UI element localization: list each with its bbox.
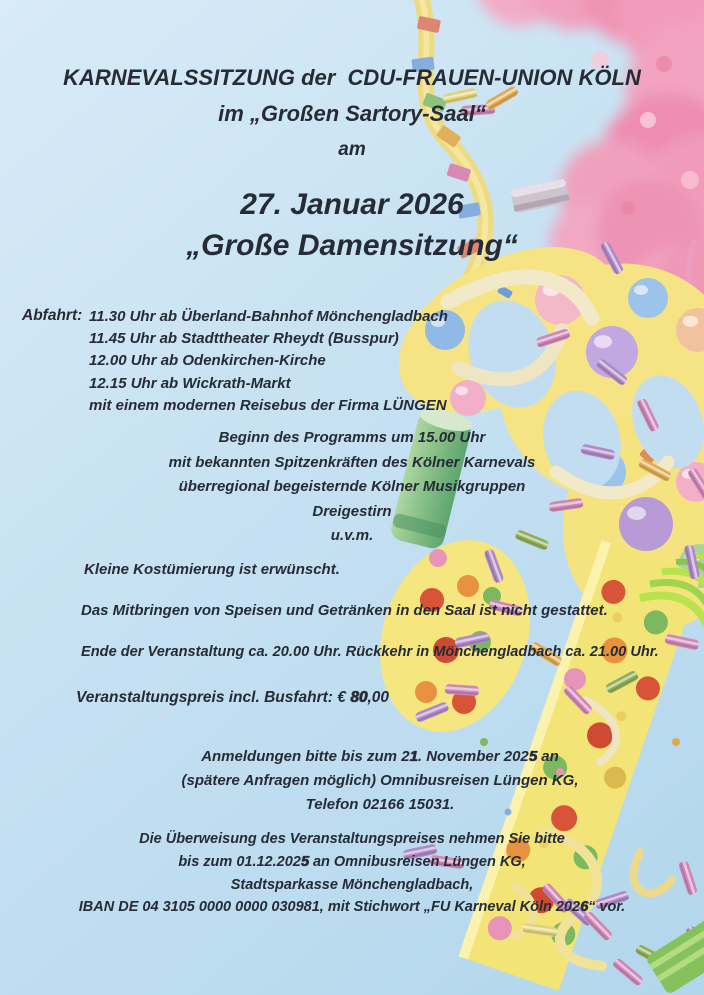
title-line-am: am bbox=[338, 139, 366, 160]
event-date-block bbox=[0, 184, 704, 266]
departure-label: Abfahrt: bbox=[22, 307, 83, 324]
program-line: u.v.m. bbox=[330, 527, 374, 545]
payment-line-4: IBAN DE 04 3105 0000 0000 030981, mit Stichwort „FU Karneval Köln 2026“ vor. bbox=[78, 899, 626, 916]
green-corner-piece-image bbox=[645, 916, 704, 995]
registration-block bbox=[56, 745, 704, 817]
departure-stop: 11.45 Uhr ab Stadttheater Rheydt (Busspur) bbox=[89, 330, 399, 348]
registration-line-3: Telefon 02166 15031. bbox=[305, 796, 455, 813]
departure-stops bbox=[89, 306, 448, 417]
note-costume: Kleine Kostümierung ist erwünscht. bbox=[84, 561, 340, 578]
price-amount: 80 bbox=[350, 689, 368, 706]
program-line: Beginn des Programms um 15.00 Uhr bbox=[218, 429, 486, 446]
program-line: mit bekannten Spitzenkräften des Kölner Karnevals bbox=[168, 453, 536, 471]
note-food: Das Mitbringen von Speisen und Getränken in den Saal ist nicht gestattet. bbox=[81, 602, 608, 619]
title-line-2: im „Großen Sartory-Saal“ bbox=[218, 101, 486, 126]
departure-stop: 12.15 Uhr ab Wickrath-Markt bbox=[89, 374, 291, 392]
polka-streamer-small-image bbox=[356, 521, 554, 752]
price-line bbox=[76, 688, 389, 707]
event-name: „Große Damensitzung“ bbox=[186, 229, 518, 262]
price-suffix: ,00 bbox=[367, 689, 389, 706]
program-block bbox=[0, 426, 704, 549]
departure-stop: 12.00 Uhr ab Odenkirchen-Kirche bbox=[89, 352, 326, 370]
price-prefix: Veranstaltungspreis incl. Busfahrt: € bbox=[76, 689, 351, 706]
payment-line-3: Stadtsparkasse Mönchengladbach, bbox=[230, 876, 474, 893]
flyer-title bbox=[0, 60, 704, 168]
program-line: überregional begeisternde Kölner Musikgruppen bbox=[178, 478, 526, 496]
event-date: 27. Januar 2026 bbox=[240, 188, 464, 221]
payment-line-1: Die Überweisung des Veranstaltungspreises nehmen Sie bitte bbox=[139, 831, 565, 847]
registration-line-1: Anmeldungen bitte bis zum 21. November 2025 an bbox=[201, 748, 559, 765]
program-line: Dreigestirn bbox=[312, 502, 392, 520]
departure-stop: mit einem modernen Reisebus der Firma LÜNGEN bbox=[89, 396, 447, 414]
note-end-time: Ende der Veranstaltung ca. 20.00 Uhr. Rückkehr in Mönchengladbach ca. 21.00 Uhr. bbox=[81, 644, 659, 660]
payment-block bbox=[0, 828, 704, 919]
title-line-1: KARNEVALSSITZUNG der CDU-FRAUEN-UNION KÖLN bbox=[63, 65, 641, 90]
payment-line-2: bis zum 01.12.2025 an Omnibusreisen Lüngen KG, bbox=[178, 853, 526, 870]
registration-line-2: (spätere Anfragen möglich) Omnibusreisen Lüngen KG, bbox=[181, 772, 579, 789]
departure-stop: 11.30 Uhr ab Überland-Bahnhof Mönchengladbach bbox=[89, 308, 448, 325]
